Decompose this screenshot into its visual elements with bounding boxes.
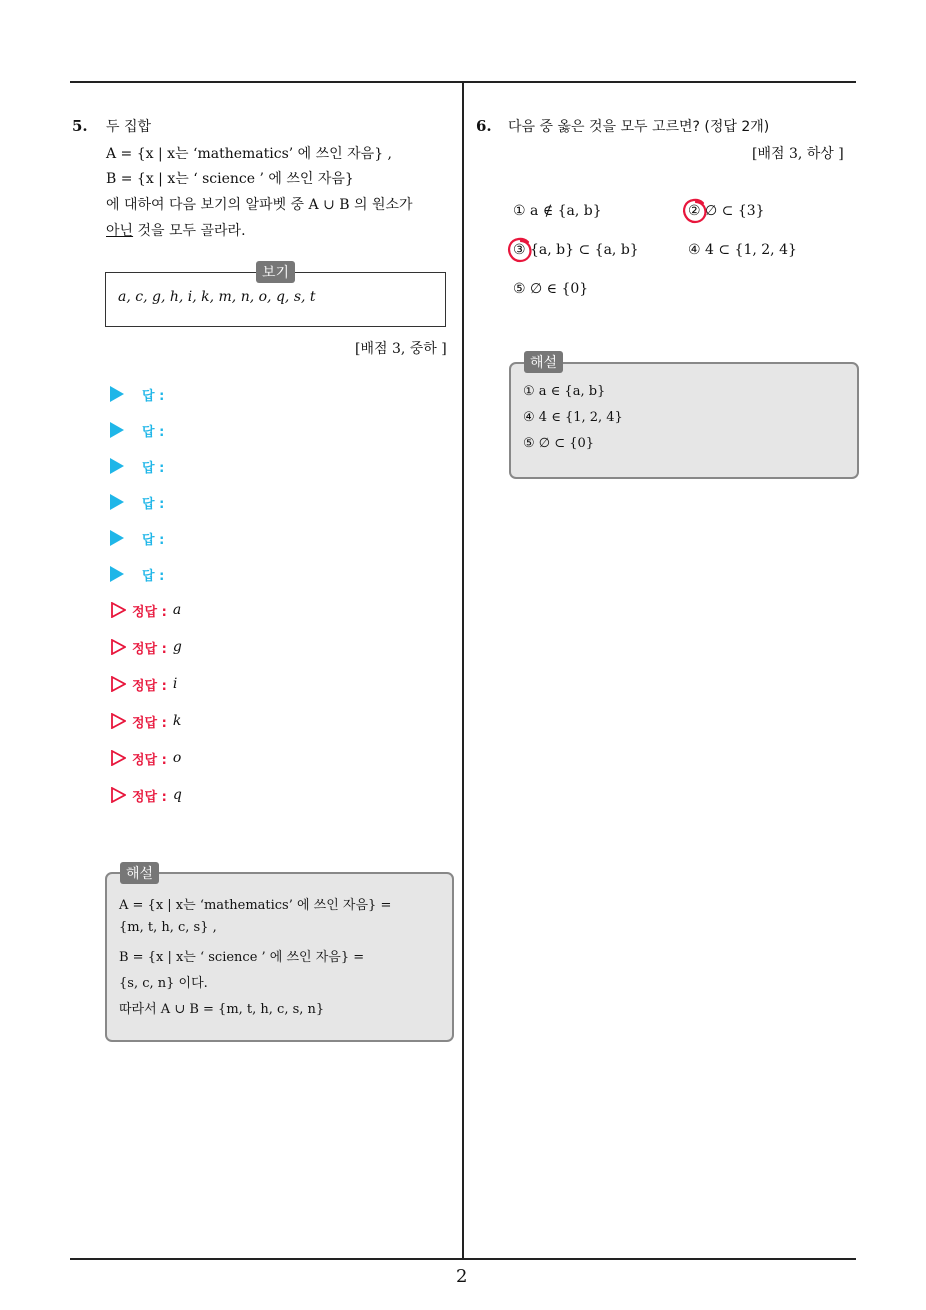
choice-number: ① [513,203,526,219]
answer-row [110,383,164,405]
answer-row [110,491,164,513]
choice-4[interactable] [688,242,797,258]
correct-answer-row [110,747,181,769]
underlined-word: 아닌 [106,223,134,239]
correct-label: 정답 : [132,641,167,657]
arrow-icon [110,530,124,546]
hollow-arrow-icon [110,787,126,803]
correct-value: i [172,676,178,692]
q5-score: [배점 3, 중하 ] [355,341,447,357]
explanation-line: ④ 4 ∈ {1, 2, 4} [523,410,623,425]
choice-number: ④ [688,242,701,258]
correct-label: 정답 : [132,678,167,694]
answer-circle-mark [681,197,709,225]
correct-answer-row [110,710,181,732]
correct-answer-row [110,784,182,806]
choice-1[interactable] [513,203,602,219]
hollow-arrow-icon [110,639,126,655]
q5-instruction: 에 대하여 다음 보기의 알파벳 중 A ∪ B 의 원소가 [106,197,413,213]
correct-label: 정답 : [132,715,167,731]
answer-label: 답 : [142,532,165,548]
choice-number: ③ [513,242,526,258]
arrow-icon [110,566,124,582]
choice-text: a ∉ {a, b} [530,203,602,219]
choice-number: ② [688,203,701,219]
answer-row [110,527,164,549]
hollow-arrow-icon [110,750,126,766]
correct-answer-row [110,599,181,621]
hollow-arrow-icon [110,602,126,618]
bogi-content: a, c, g, h, i, k, m, n, o, q, s, t [118,289,316,305]
explanation-line: A = {x | x는 ‘mathematics’ 에 쓰인 자음} = [119,898,392,913]
bogi-label: 보기 [256,261,295,283]
correct-answer-row [110,636,182,658]
choice-text: ∅ ∈ {0} [530,281,589,297]
hollow-arrow-icon [110,676,126,692]
q6-number: 6. [476,117,492,135]
q5-explanation-label: 해설 [120,862,159,884]
correct-label: 정답 : [132,604,167,620]
correct-label: 정답 : [132,789,167,805]
choice-number: ⑤ [513,281,526,297]
page-number: 2 [456,1266,468,1287]
q5-set-b: B = {x | x는 ‘ science ’ 에 쓰인 자음} [106,171,354,187]
answer-row [110,455,164,477]
correct-value: o [172,750,182,766]
explanation-line: {m, t, h, c, s} , [119,920,217,935]
q5-set-a: A = {x | x는 ‘mathematics’ 에 쓰인 자음} , [106,146,393,162]
choice-text: ∅ ⊂ {3} [705,203,765,219]
explanation-line: ⑤ ∅ ⊂ {0} [523,436,595,451]
choice-text: 4 ⊂ {1, 2, 4} [705,242,797,258]
instruction-rest: 것을 모두 골라라. [133,223,246,239]
q5-instruction-line2 [106,218,246,244]
answer-label: 답 : [142,496,165,512]
answer-label: 답 : [142,460,165,476]
arrow-icon [110,386,124,402]
correct-label: 정답 : [132,752,167,768]
column-divider [462,83,464,1259]
q6-explanation-label: 해설 [524,351,563,373]
arrow-icon [110,458,124,474]
correct-value: g [172,639,182,655]
choice-text: {a, b} ⊂ {a, b} [530,242,639,258]
correct-value: k [172,713,182,729]
hollow-arrow-icon [110,713,126,729]
q5-explanation-box [105,872,454,1042]
correct-value: a [172,602,182,618]
explanation-line: {s, c, n} 이다. [119,976,208,991]
arrow-icon [110,422,124,438]
correct-value: q [172,787,182,803]
correct-answer-row [110,673,177,695]
q6-title: 다음 중 옳은 것을 모두 고르면? (정답 2개) [508,119,770,135]
explanation-line: B = {x | x는 ‘ science ’ 에 쓰인 자음} = [119,950,365,965]
answer-row [110,563,164,585]
q6-score: [배점 3, 하상 ] [752,146,844,162]
answer-circle-mark [506,236,534,264]
answer-label: 답 : [142,568,165,584]
bottom-rule [70,1258,856,1260]
q5-number: 5. [72,117,88,135]
explanation-line: 따라서 A ∪ B = {m, t, h, c, s, n} [119,1002,325,1017]
answer-row [110,419,164,441]
q5-title: 두 집합 [106,119,152,135]
q6-explanation-box [509,362,859,479]
arrow-icon [110,494,124,510]
explanation-line: ① a ∈ {a, b} [523,384,606,399]
choice-5[interactable] [513,281,588,297]
answer-label: 답 : [142,424,165,440]
answer-label: 답 : [142,388,165,404]
